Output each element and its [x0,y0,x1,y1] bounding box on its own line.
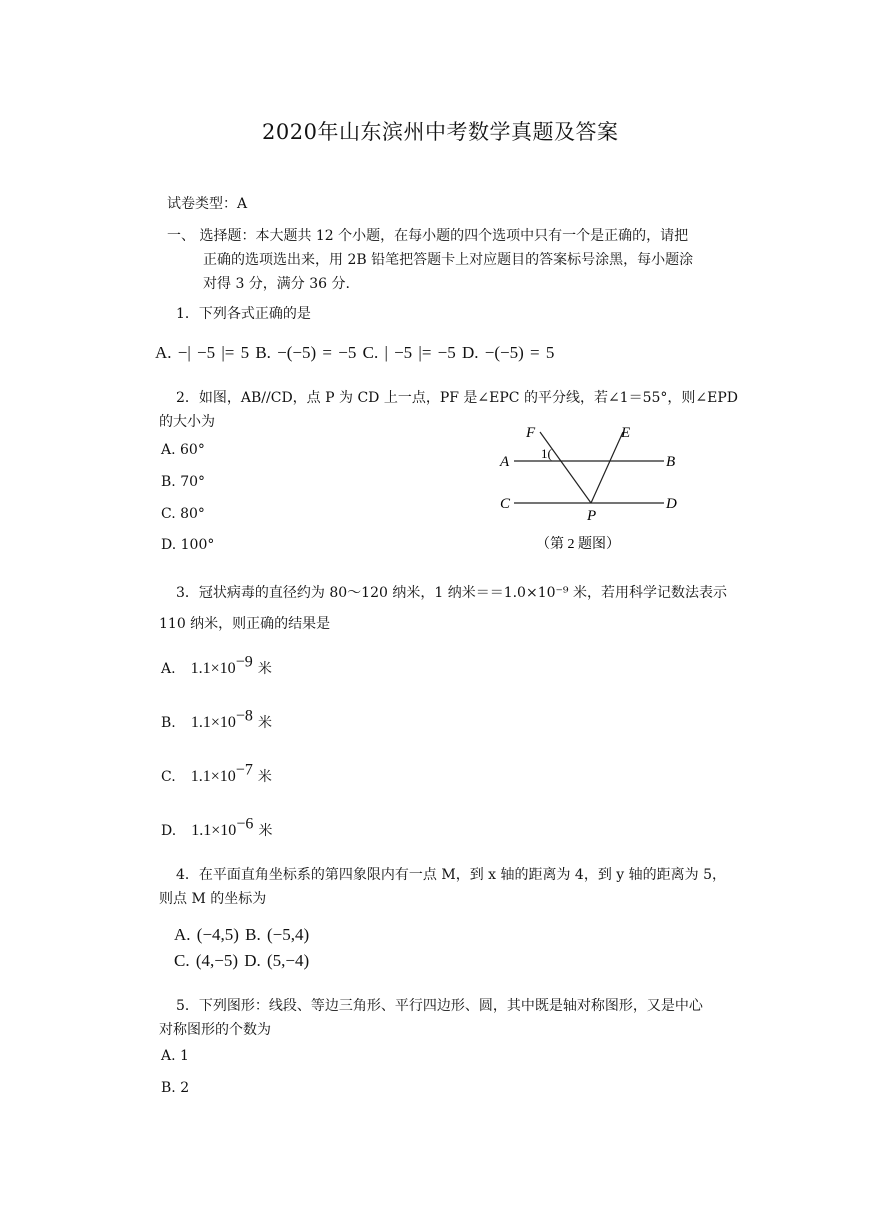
ray-pe [591,432,623,503]
q3-option-b-exponent: −8 [235,707,253,725]
ray-pf [540,432,591,503]
q3-option-c-unit: 米 [257,769,272,785]
q3-option-a-exponent: −9 [235,653,253,671]
q3-option-d [161,815,273,840]
label-b: B [666,454,676,470]
section-instructions-line3: 对得 3 分，满分 36 分. [203,276,350,292]
q2-figure [490,418,700,558]
q2-stem-line1: 2．如图，AB//CD，点 P 为 CD 上一点，PF 是∠EPC 的平分线，若∠1＝55°，则∠EPD [176,390,738,406]
q3-option-a-value: 1.1×10 [190,660,236,677]
label-p: P [587,508,597,524]
q4-options-row1: A. (−4,5) B. (−5,4) [174,925,310,944]
q3-option-a-unit: 米 [257,661,272,677]
q3-option-b [161,707,272,732]
q2-option-a: A. 60° [161,442,205,458]
section-instructions-line1: 一、 选择题：本大题共 12 个小题，在每小题的四个选项中只有一个是正确的，请把 [167,228,689,244]
q5-stem-line2: 对称图形的个数为 [159,1022,271,1038]
q3-option-d-exponent: −6 [236,815,254,833]
q3-option-b-value: 1.1×10 [190,714,236,731]
label-f: F [526,425,536,441]
q3-option-c-label: C. [161,769,176,785]
q2-stem-line2: 的大小为 [159,414,215,430]
q4-options-row2: C. (4,−5) D. (5,−4) [174,951,310,970]
q1-stem: 1．下列各式正确的是 [176,306,311,322]
label-a: A [500,454,510,470]
q2-option-c: C. 80° [161,506,205,522]
q5-option-a: A. 1 [161,1048,189,1064]
q3-option-d-unit: 米 [258,823,273,839]
page-title: 2020年山东滨州中考数学真题及答案 [262,120,619,144]
q3-option-d-value: 1.1×10 [191,822,237,839]
paper-type: 试卷类型：A [167,196,248,212]
q3-option-c-value: 1.1×10 [190,768,236,785]
label-d: D [666,496,677,512]
q4-stem-line2: 则点 M 的坐标为 [159,891,267,907]
q3-option-b-label: B. [161,715,176,731]
q5-stem-line1: 5．下列图形：线段、等边三角形、平行四边形、圆，其中既是轴对称图形，又是中心 [176,998,703,1014]
q2-option-d: D. 100° [161,537,215,553]
q3-option-a-label: A. [161,661,176,677]
q3-stem-line2: 110 纳米，则正确的结果是 [159,616,331,632]
q1-options: A. −| −5 |= 5 B. −(−5) = −5 C. | −5 |= −5 D. −(−5) = 5 [155,343,555,362]
q3-option-b-unit: 米 [258,715,272,731]
label-c: C [500,496,511,512]
q2-option-b: B. 70° [161,474,206,490]
q4-stem-line1: 4．在平面直角坐标系的第四象限内有一点 M，到 x 轴的距离为 4，到 y 轴的距离为 5， [176,867,727,883]
label-e: E [621,425,631,441]
figure-caption: （第 2 题图） [536,537,620,552]
q5-option-b: B. 2 [161,1080,190,1096]
q3-option-c [161,761,272,786]
q3-option-d-label: D. [161,823,177,839]
q3-option-c-exponent: −7 [235,761,253,779]
section-instructions-line2: 正确的选项选出来，用 2B 铅笔把答题卡上对应题目的答案标号涂黑，每小题涂 [203,252,694,268]
label-angle-1: 1( [541,446,552,461]
q3-option-a [161,653,272,678]
q3-stem-line1: 3．冠状病毒的直径约为 80～120 纳米，1 纳米＝＝1.0×10⁻⁹ 米，若用科学记数法表示 [176,585,727,601]
